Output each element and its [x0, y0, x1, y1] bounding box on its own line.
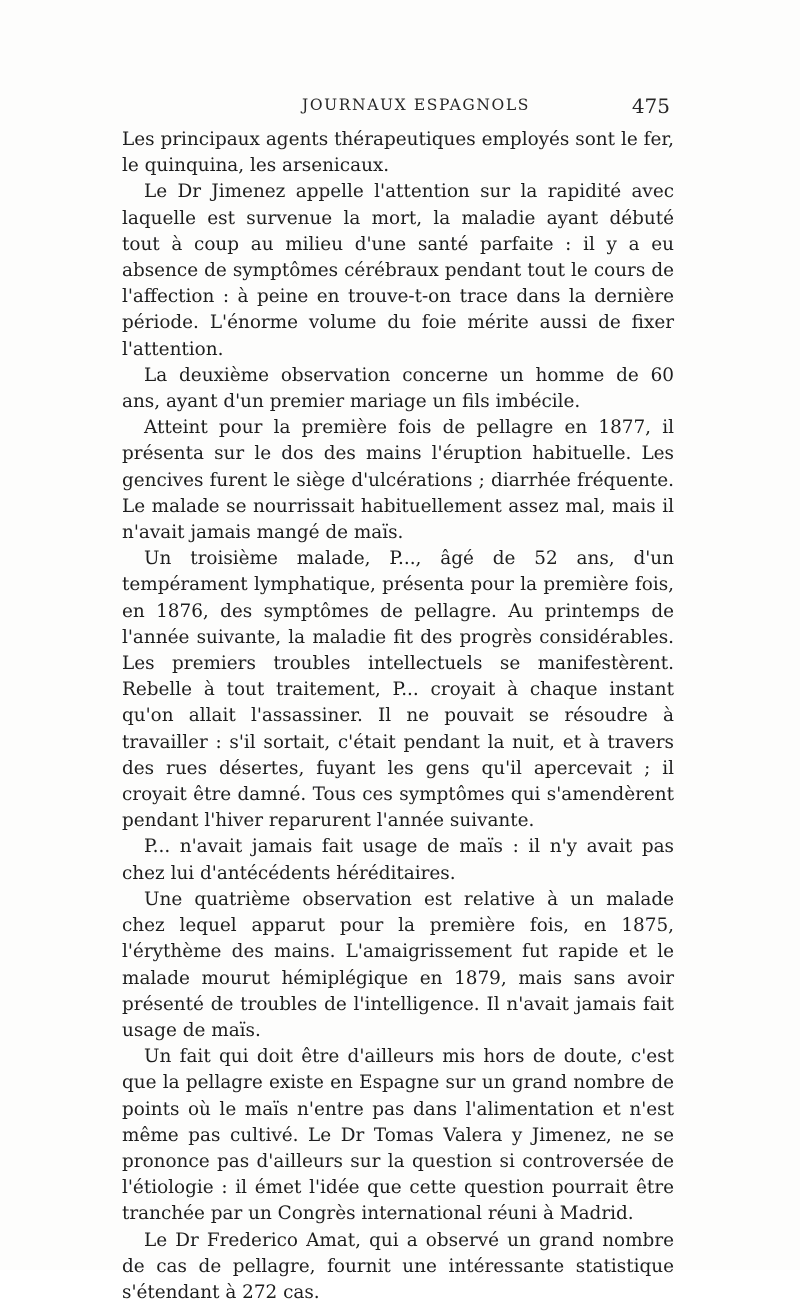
paragraph: Une quatrième observation est relative à un malade chez lequel apparut pour la première fois, en 1875, l'érythème des mains. L'amaigrissement fut rapide et le malade mourut hémiplégique en 1879, mais sans avoir présenté de troubles de l'intelligence. Il n'avait jamais fait usage de maïs.: [122, 888, 674, 1041]
running-head: [124, 96, 672, 120]
paragraph: La deuxième observation concerne un homme de 60 ans, ayant d'un premier mariage un fils imbécile.: [122, 364, 674, 413]
page-number: 475: [631, 94, 670, 118]
paragraph: Le Dr Frederico Amat, qui a observé un grand nombre de cas de pellagre, fournit une intéressante statistique s'étendant à 272 cas.: [122, 1229, 674, 1303]
paragraph: P... n'avait jamais fait usage de maïs : il n'y avait pas chez lui d'antécédents héréditaires.: [122, 836, 674, 884]
paragraph: Atteint pour la première fois de pellagre en 1877, il présenta sur le dos des mains l'éruption habituelle. Les gencives furent le siège d'ulcérations ; diarrhée fréquente. Le malade se nourrissait habituellement assez mal, mais il n'avait jamais mangé de maïs.: [122, 417, 674, 544]
running-title: JOURNAUX ESPAGNOLS: [302, 96, 530, 114]
paragraph: Un fait qui doit être d'ailleurs mis hors de doute, c'est que la pellagre existe en Espagne sur un grand nombre de points où le maïs n'entre pas dans l'alimentation et n'est même pas cultivé. Le Dr Tomas Valera y Jimenez, ne se prononce pas d'ailleurs sur la question si controversée de l'étiologie : il émet l'idée que cette question pourrait être tranchée par un Congrès international réuni à Madrid.: [122, 1046, 674, 1225]
paragraph-continuation: Les principaux agents thérapeutiques employés sont le fer, le quinquina, les arsenicaux.: [122, 129, 674, 177]
paragraph: Un troisième malade, P..., âgé de 52 ans, d'un tempérament lymphatique, présenta pour la première fois, en 1876, des symptômes de pellagre. Au printemps de l'année suivante, la maladie fit des progrès considérables. Les premiers troubles intellectuels se manifestèrent. Rebelle à tout traitement, P... croyait à chaque instant qu'on allait l'assassiner. Il ne pouvait se résoudre à travailler : s'il sortait, c'était pendant la nuit, et à travers des rues désertes, fuyant les gens qu'il apercevait ; il croyait être damné. Tous ces symptômes qui s'amendèrent pendant l'hiver reparurent l'année suivante.: [122, 548, 674, 832]
body-text: [122, 127, 674, 1306]
paragraph: Le Dr Jimenez appelle l'attention sur la rapidité avec laquelle est survenue la mort, la maladie ayant débuté tout à coup au milieu d'une santé parfaite : il y a eu absence de symptômes cérébraux pendant tout le cours de l'affection : à peine en trouve-t-on trace dans la dernière période. L'énorme volume du foie mérite aussi de fixer l'attention.: [122, 181, 674, 360]
